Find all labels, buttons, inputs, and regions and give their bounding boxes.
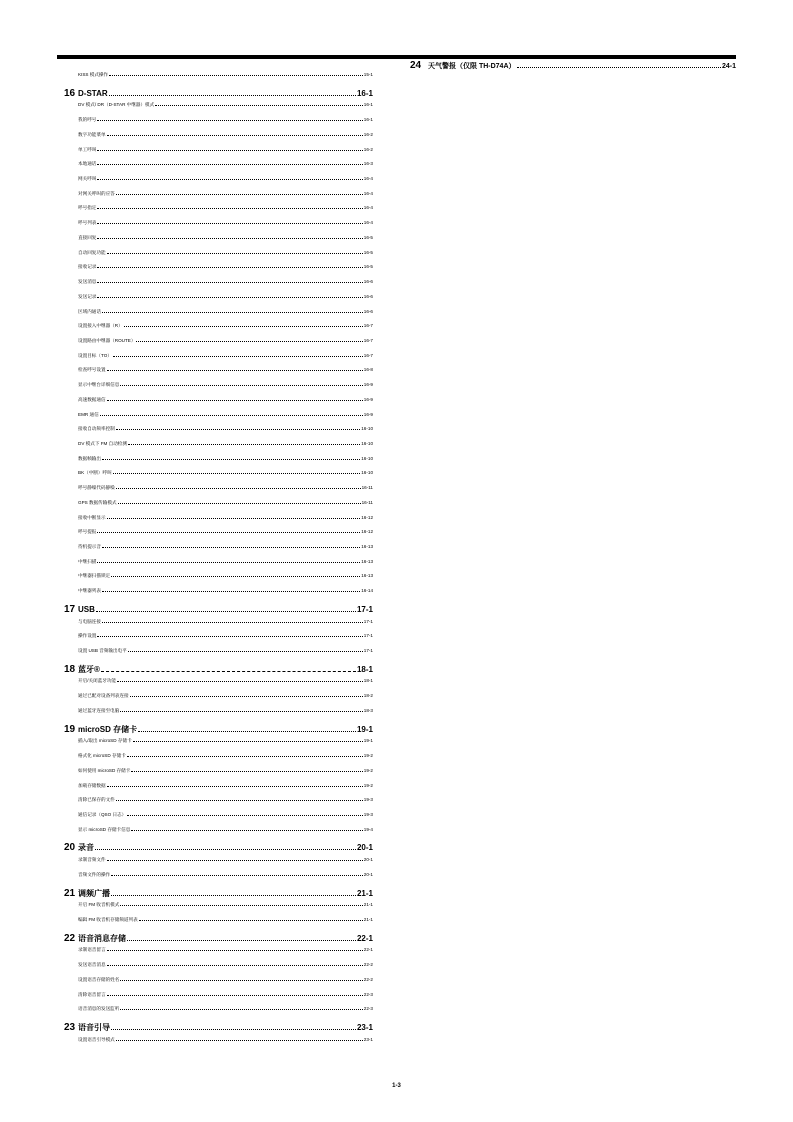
toc-section-entry[interactable]: [64, 857, 373, 872]
toc-section-entry[interactable]: [64, 382, 373, 397]
toc-section-entry[interactable]: [64, 147, 373, 162]
toc-section-entry[interactable]: [64, 176, 373, 191]
toc-section-entry[interactable]: [64, 738, 373, 753]
toc-chapter-entry[interactable]: [64, 933, 373, 948]
toc-section-entry[interactable]: [64, 397, 373, 412]
leader-dots: [97, 164, 362, 165]
section-title: 语音消息的发送监听: [78, 1006, 120, 1012]
toc-section-entry[interactable]: [64, 426, 373, 441]
section-title: 如何使用 microSD 存储卡: [78, 767, 131, 773]
page-ref: 20-1: [356, 843, 373, 853]
section-title: 操作设置: [78, 633, 97, 639]
leader-dots: [97, 120, 362, 121]
leader-dots: [109, 75, 363, 76]
page-ref: 17-1: [363, 648, 373, 654]
chapter-number: 16: [64, 87, 76, 99]
chapter-title: 录音: [78, 843, 94, 853]
leader-dots: [97, 636, 362, 637]
section-title: 数字功能菜单: [78, 131, 106, 137]
toc-section-entry[interactable]: [64, 102, 373, 117]
leader-dots: [124, 326, 363, 327]
section-title: 清除已保存的文件: [78, 797, 115, 803]
section-title: 区域内通话: [78, 308, 101, 314]
toc-section-entry[interactable]: [64, 309, 373, 324]
section-title: 发送语音消息: [78, 962, 106, 968]
page-ref: 16-5: [363, 249, 373, 255]
toc-section-entry[interactable]: [64, 353, 373, 368]
leader-dots: [139, 920, 363, 921]
page-ref: 16-9: [363, 411, 373, 417]
toc-section-entry[interactable]: [64, 544, 373, 559]
page-ref: 19-1: [363, 738, 373, 744]
section-title: 网关呼叫: [78, 176, 97, 182]
section-title: 设置目标（TO）: [78, 352, 112, 358]
toc-section-entry[interactable]: [64, 338, 373, 353]
page-ref: 19-1: [356, 724, 373, 734]
page-ref: 16-12: [361, 529, 373, 535]
toc-section-entry[interactable]: [64, 205, 373, 220]
leader-dots: [101, 671, 356, 672]
section-title: 显示 microSD 存储卡信息: [78, 826, 131, 832]
page-ref: 16-10: [361, 440, 373, 446]
page-ref: 24-1: [721, 63, 736, 70]
toc-section-entry[interactable]: [64, 619, 373, 634]
section-title: 中继扫描: [78, 558, 97, 564]
leader-dots: [136, 341, 362, 342]
leader-dots: [116, 800, 363, 801]
leader-dots: [97, 223, 362, 224]
section-title: 设置语音引导模式: [78, 1036, 115, 1042]
section-title: 开启 FM 收音机模式: [78, 902, 120, 908]
page-ref: 19-3: [363, 797, 373, 803]
leader-dots: [97, 532, 360, 533]
leader-dots: [100, 415, 363, 416]
section-title: 本地通话: [78, 161, 97, 167]
page-ref: 23-1: [356, 1023, 373, 1032]
toc-section-entry[interactable]: [64, 559, 373, 574]
page-ref: 16-1: [363, 117, 373, 123]
page-ref: 18-1: [356, 664, 373, 674]
leader-dots: [120, 980, 362, 981]
page-ref: 22-3: [363, 991, 373, 997]
leader-dots: [120, 711, 362, 712]
leader-dots: [111, 875, 363, 876]
toc-section-entry[interactable]: [64, 1037, 373, 1052]
toc-section-entry[interactable]: [64, 515, 373, 530]
toc-chapter-entry[interactable]: [64, 88, 373, 103]
page-ref: 21-1: [356, 888, 373, 898]
page-ref: 22-1: [363, 947, 373, 953]
page-ref: 21-1: [363, 916, 373, 922]
page-ref: 16-2: [363, 146, 373, 152]
page-ref: 16-1: [356, 88, 373, 98]
leader-dots: [113, 473, 361, 474]
leader-dots: [116, 429, 360, 430]
page-ref: 17-1: [356, 604, 373, 614]
toc-chapter-entry[interactable]: [64, 888, 373, 903]
toc-section-entry[interactable]: [64, 872, 373, 887]
section-title: 显示中继台详细信息: [78, 382, 120, 388]
toc-section-entry[interactable]: [64, 768, 373, 783]
section-title: 检查呼号设置: [78, 367, 106, 373]
toc-section-entry[interactable]: [64, 588, 373, 603]
chapter-number: 20: [64, 842, 76, 854]
leader-dots: [102, 312, 363, 313]
chapter-number: 22: [64, 932, 76, 944]
section-title: 通信记录（QSO 日志）: [78, 811, 127, 817]
page-ref: 16-7: [363, 337, 373, 343]
chapter-title: USB: [78, 604, 95, 614]
chapter-title: D-STAR: [78, 88, 108, 98]
page-ref: 16-13: [361, 544, 373, 549]
leader-dots: [95, 849, 356, 850]
leader-dots: [107, 370, 363, 371]
section-title: 通过蓝牙连接至电脑: [78, 707, 120, 713]
toc-section-entry[interactable]: [64, 250, 373, 265]
page-ref: 16-13: [361, 573, 373, 579]
section-title: 清除语音留言: [78, 991, 106, 997]
leader-dots: [111, 576, 360, 577]
page-ref: 19-3: [363, 811, 373, 817]
page-ref: 16-10: [361, 455, 373, 461]
page-ref: 16-5: [363, 234, 373, 240]
section-title: 与电脑连接: [78, 618, 101, 624]
leader-dots: [107, 950, 363, 951]
leader-dots: [97, 179, 362, 180]
toc-section-entry[interactable]: [64, 367, 373, 382]
toc-section-entry[interactable]: [64, 678, 373, 693]
toc-section-entry[interactable]: [64, 962, 373, 977]
toc-section-entry[interactable]: [64, 753, 373, 768]
toc-section-entry[interactable]: [64, 992, 373, 1007]
page-ref: 21-1: [363, 902, 373, 908]
section-title: 呼号静噪代码静噪: [78, 485, 115, 491]
toc-section-entry[interactable]: [64, 500, 373, 515]
page-ref: 16-4: [363, 220, 373, 226]
page-ref: 16-4: [363, 205, 373, 211]
leader-dots: [107, 965, 363, 966]
section-title: 音频文件的操作: [78, 871, 111, 877]
chapter-number: 18: [64, 663, 76, 675]
leader-dots: [96, 611, 356, 612]
section-title: 录制音频文件: [78, 857, 106, 863]
toc-section-entry[interactable]: [64, 441, 373, 456]
section-title: 通过已配对设备列表连接: [78, 693, 129, 699]
page-number: 1-3: [392, 1083, 401, 1089]
leader-dots: [107, 400, 363, 401]
page-ref: 22-3: [363, 1006, 373, 1012]
page-ref: 16-1: [363, 102, 373, 108]
leader-dots: [128, 651, 363, 652]
leader-dots: [107, 518, 361, 519]
leader-dots: [97, 267, 362, 268]
toc-section-entry[interactable]: [64, 279, 373, 294]
page-ref: 16-2: [363, 131, 373, 137]
leader-dots: [138, 731, 356, 732]
toc-section-entry[interactable]: [64, 294, 373, 309]
leader-dots: [97, 562, 360, 563]
toc-chapter-entry[interactable]: [64, 664, 373, 679]
leader-dots: [102, 591, 360, 592]
toc-right-column: [410, 60, 736, 70]
toc-left-column: [64, 72, 373, 1051]
section-title: 设置路由中继器（ROUTE）: [78, 337, 136, 343]
toc-chapter-entry[interactable]: [64, 604, 373, 619]
toc-section-entry[interactable]: [64, 470, 373, 485]
toc-section-entry[interactable]: [64, 947, 373, 962]
leader-dots: [517, 67, 721, 68]
page-ref: 22-1: [356, 933, 373, 943]
toc-section-entry[interactable]: [64, 456, 373, 471]
section-title: 设置 USB 音频输出电平: [78, 648, 127, 654]
section-title: 开启/关闭蓝牙功能: [78, 678, 117, 684]
page-ref: 23-1: [363, 1036, 373, 1042]
leader-dots: [127, 940, 356, 941]
toc-chapter-entry[interactable]: [64, 724, 373, 739]
toc-section-entry[interactable]: [64, 485, 373, 500]
page-ref: 16-10: [361, 426, 373, 432]
page-ref: 16-11: [361, 499, 373, 505]
chapter-title: 调频广播: [78, 888, 110, 898]
page-ref: 16-10: [361, 470, 373, 476]
section-title: 发送消息: [78, 279, 97, 285]
section-title: 录制语音留言: [78, 947, 106, 953]
page-ref: 16-6: [363, 279, 373, 285]
section-title: DV 模式下 FM 自动检测: [78, 440, 127, 446]
section-title: 待机提示音: [78, 544, 101, 549]
toc-section-entry[interactable]: [64, 529, 373, 544]
page-ref: 18-1: [363, 678, 373, 684]
leader-dots: [133, 741, 363, 742]
section-title: 单工呼叫: [78, 146, 97, 152]
toc-section-entry[interactable]: [64, 902, 373, 917]
leader-dots: [107, 995, 363, 996]
toc-section-entry[interactable]: [64, 191, 373, 206]
toc-section-entry[interactable]: [64, 633, 373, 648]
page-ref: 16-9: [363, 396, 373, 402]
toc-chapter-entry[interactable]: [64, 1022, 373, 1037]
section-title: 接收自动频率控制: [78, 426, 115, 432]
leader-dots: [127, 815, 363, 816]
leader-dots: [113, 356, 363, 357]
toc-section-entry[interactable]: [64, 783, 373, 798]
toc-section-entry[interactable]: [64, 132, 373, 147]
page-ref: 16-9: [363, 382, 373, 388]
page-ref: 20-1: [363, 857, 373, 863]
section-title: 插入/取出 microSD 存储卡: [78, 738, 132, 744]
leader-dots: [102, 547, 360, 548]
section-title: 数据帧输出: [78, 455, 101, 461]
leader-dots: [131, 771, 362, 772]
leader-dots: [97, 238, 362, 239]
page-ref: 16-7: [363, 323, 373, 329]
leader-dots: [107, 860, 363, 861]
chapter-title: microSD 存储卡: [78, 724, 138, 734]
toc-section-entry[interactable]: [64, 72, 373, 87]
leader-dots: [120, 905, 362, 906]
section-title: 设置接入中继器（R）: [78, 323, 123, 329]
section-title: EMR 通信: [78, 411, 99, 417]
toc-section-entry[interactable]: [64, 917, 373, 932]
chapter-number: 23: [64, 1022, 76, 1033]
section-title: 呼号列表: [78, 220, 97, 226]
toc-section-entry[interactable]: [64, 117, 373, 132]
chapter-title: 语音消息存储: [78, 933, 126, 943]
section-title: 对网关呼叫的应答: [78, 190, 115, 196]
leader-dots: [116, 1040, 363, 1041]
toc-section-entry[interactable]: [64, 977, 373, 992]
leader-dots: [116, 488, 361, 489]
section-title: 接收中断显示: [78, 514, 106, 520]
page-ref: 16-14: [361, 588, 373, 594]
leader-dots: [127, 756, 363, 757]
leader-dots: [97, 208, 362, 209]
page-ref: 17-1: [363, 633, 373, 639]
page-ref: 16-8: [363, 367, 373, 373]
section-title: 中继器扫描锁定: [78, 573, 111, 579]
page-ref: 16-13: [361, 558, 373, 564]
section-title: 自动回复功能: [78, 249, 106, 255]
section-title: 我的呼号: [78, 117, 97, 123]
page-ref: 18-2: [363, 693, 373, 699]
page-ref: 16-4: [363, 176, 373, 182]
toc-chapter-entry[interactable]: [410, 60, 736, 70]
toc-section-entry[interactable]: [64, 235, 373, 250]
leader-dots: [102, 459, 360, 460]
leader-dots: [130, 696, 363, 697]
page-ref: 20-1: [363, 871, 373, 877]
section-title: 格式化 microSD 存储卡: [78, 753, 126, 759]
section-title: KISS 模式操作: [78, 72, 109, 77]
leader-dots: [107, 135, 363, 136]
leader-dots: [97, 150, 362, 151]
leader-dots: [111, 895, 356, 896]
chapter-number: 24: [410, 60, 422, 70]
toc-section-entry[interactable]: [64, 648, 373, 663]
toc-section-entry[interactable]: [64, 412, 373, 427]
page-ref: 16-7: [363, 352, 373, 358]
page-ref: 22-2: [363, 976, 373, 982]
page-ref: 18-3: [363, 707, 373, 713]
page-ref: 15-1: [363, 72, 373, 77]
leader-dots: [117, 681, 363, 682]
chapter-title: 天气警报（仅限 TH-D74A）: [428, 63, 516, 70]
chapter-number: 17: [64, 603, 76, 615]
toc-section-entry[interactable]: [64, 323, 373, 338]
section-title: 接收记录: [78, 264, 97, 270]
section-title: 加载存储数据: [78, 782, 106, 788]
page-ref: 16-4: [363, 190, 373, 196]
page-ref: 16-12: [361, 514, 373, 520]
page-ref: 16-5: [363, 264, 373, 270]
leader-dots: [97, 297, 362, 298]
toc-section-entry[interactable]: [64, 264, 373, 279]
page-ref: 16-3: [363, 161, 373, 167]
section-title: GPS 数据传输模式: [78, 499, 117, 505]
toc-section-entry[interactable]: [64, 693, 373, 708]
header-rule: [57, 55, 736, 59]
toc-section-entry[interactable]: [64, 812, 373, 827]
page-ref: 17-1: [363, 618, 373, 624]
section-title: BK（中断）呼叫: [78, 470, 112, 476]
toc-section-entry[interactable]: [64, 573, 373, 588]
page-ref: 19-2: [363, 753, 373, 759]
toc-chapter-entry[interactable]: [64, 842, 373, 857]
section-title: 设置语音存储的姓名: [78, 976, 120, 982]
leader-dots: [107, 253, 363, 254]
toc-section-entry[interactable]: [64, 1006, 373, 1021]
section-title: 呼号提报: [78, 529, 97, 535]
toc-section-entry[interactable]: [64, 797, 373, 812]
leader-dots: [111, 1029, 356, 1030]
page-ref: 16-11: [361, 485, 373, 491]
toc-section-entry[interactable]: [64, 827, 373, 842]
leader-dots: [109, 95, 356, 96]
toc-section-entry[interactable]: [64, 161, 373, 176]
page-ref: 16-6: [363, 308, 373, 314]
chapter-title: 语音引导: [78, 1023, 110, 1032]
leader-dots: [131, 830, 362, 831]
leader-dots: [102, 622, 363, 623]
leader-dots: [155, 105, 363, 106]
section-title: 编辑 FM 收音机存储频道列表: [78, 916, 138, 922]
page-ref: 19-4: [363, 826, 373, 832]
section-title: 中继器列表: [78, 588, 101, 594]
page-ref: 19-2: [363, 782, 373, 788]
section-title: 发送记录: [78, 293, 97, 299]
leader-dots: [120, 385, 362, 386]
leader-dots: [120, 1009, 362, 1010]
toc-section-entry[interactable]: [64, 220, 373, 235]
section-title: DV 模式/ DR（D-STAR 中继器）模式: [78, 102, 155, 108]
chapter-title: 蓝牙®: [78, 664, 100, 674]
page-ref: 22-2: [363, 962, 373, 968]
leader-dots: [116, 194, 363, 195]
chapter-number: 19: [64, 723, 76, 735]
chapter-number: 21: [64, 887, 76, 899]
toc-section-entry[interactable]: [64, 708, 373, 723]
section-title: 直接回复: [78, 234, 97, 240]
section-title: 高速数据通信: [78, 396, 106, 402]
leader-dots: [118, 503, 361, 504]
section-title: 呼号指定: [78, 205, 97, 211]
leader-dots: [107, 786, 363, 787]
page-ref: 16-6: [363, 293, 373, 299]
page-ref: 19-2: [363, 767, 373, 773]
leader-dots: [128, 444, 360, 445]
leader-dots: [97, 282, 362, 283]
